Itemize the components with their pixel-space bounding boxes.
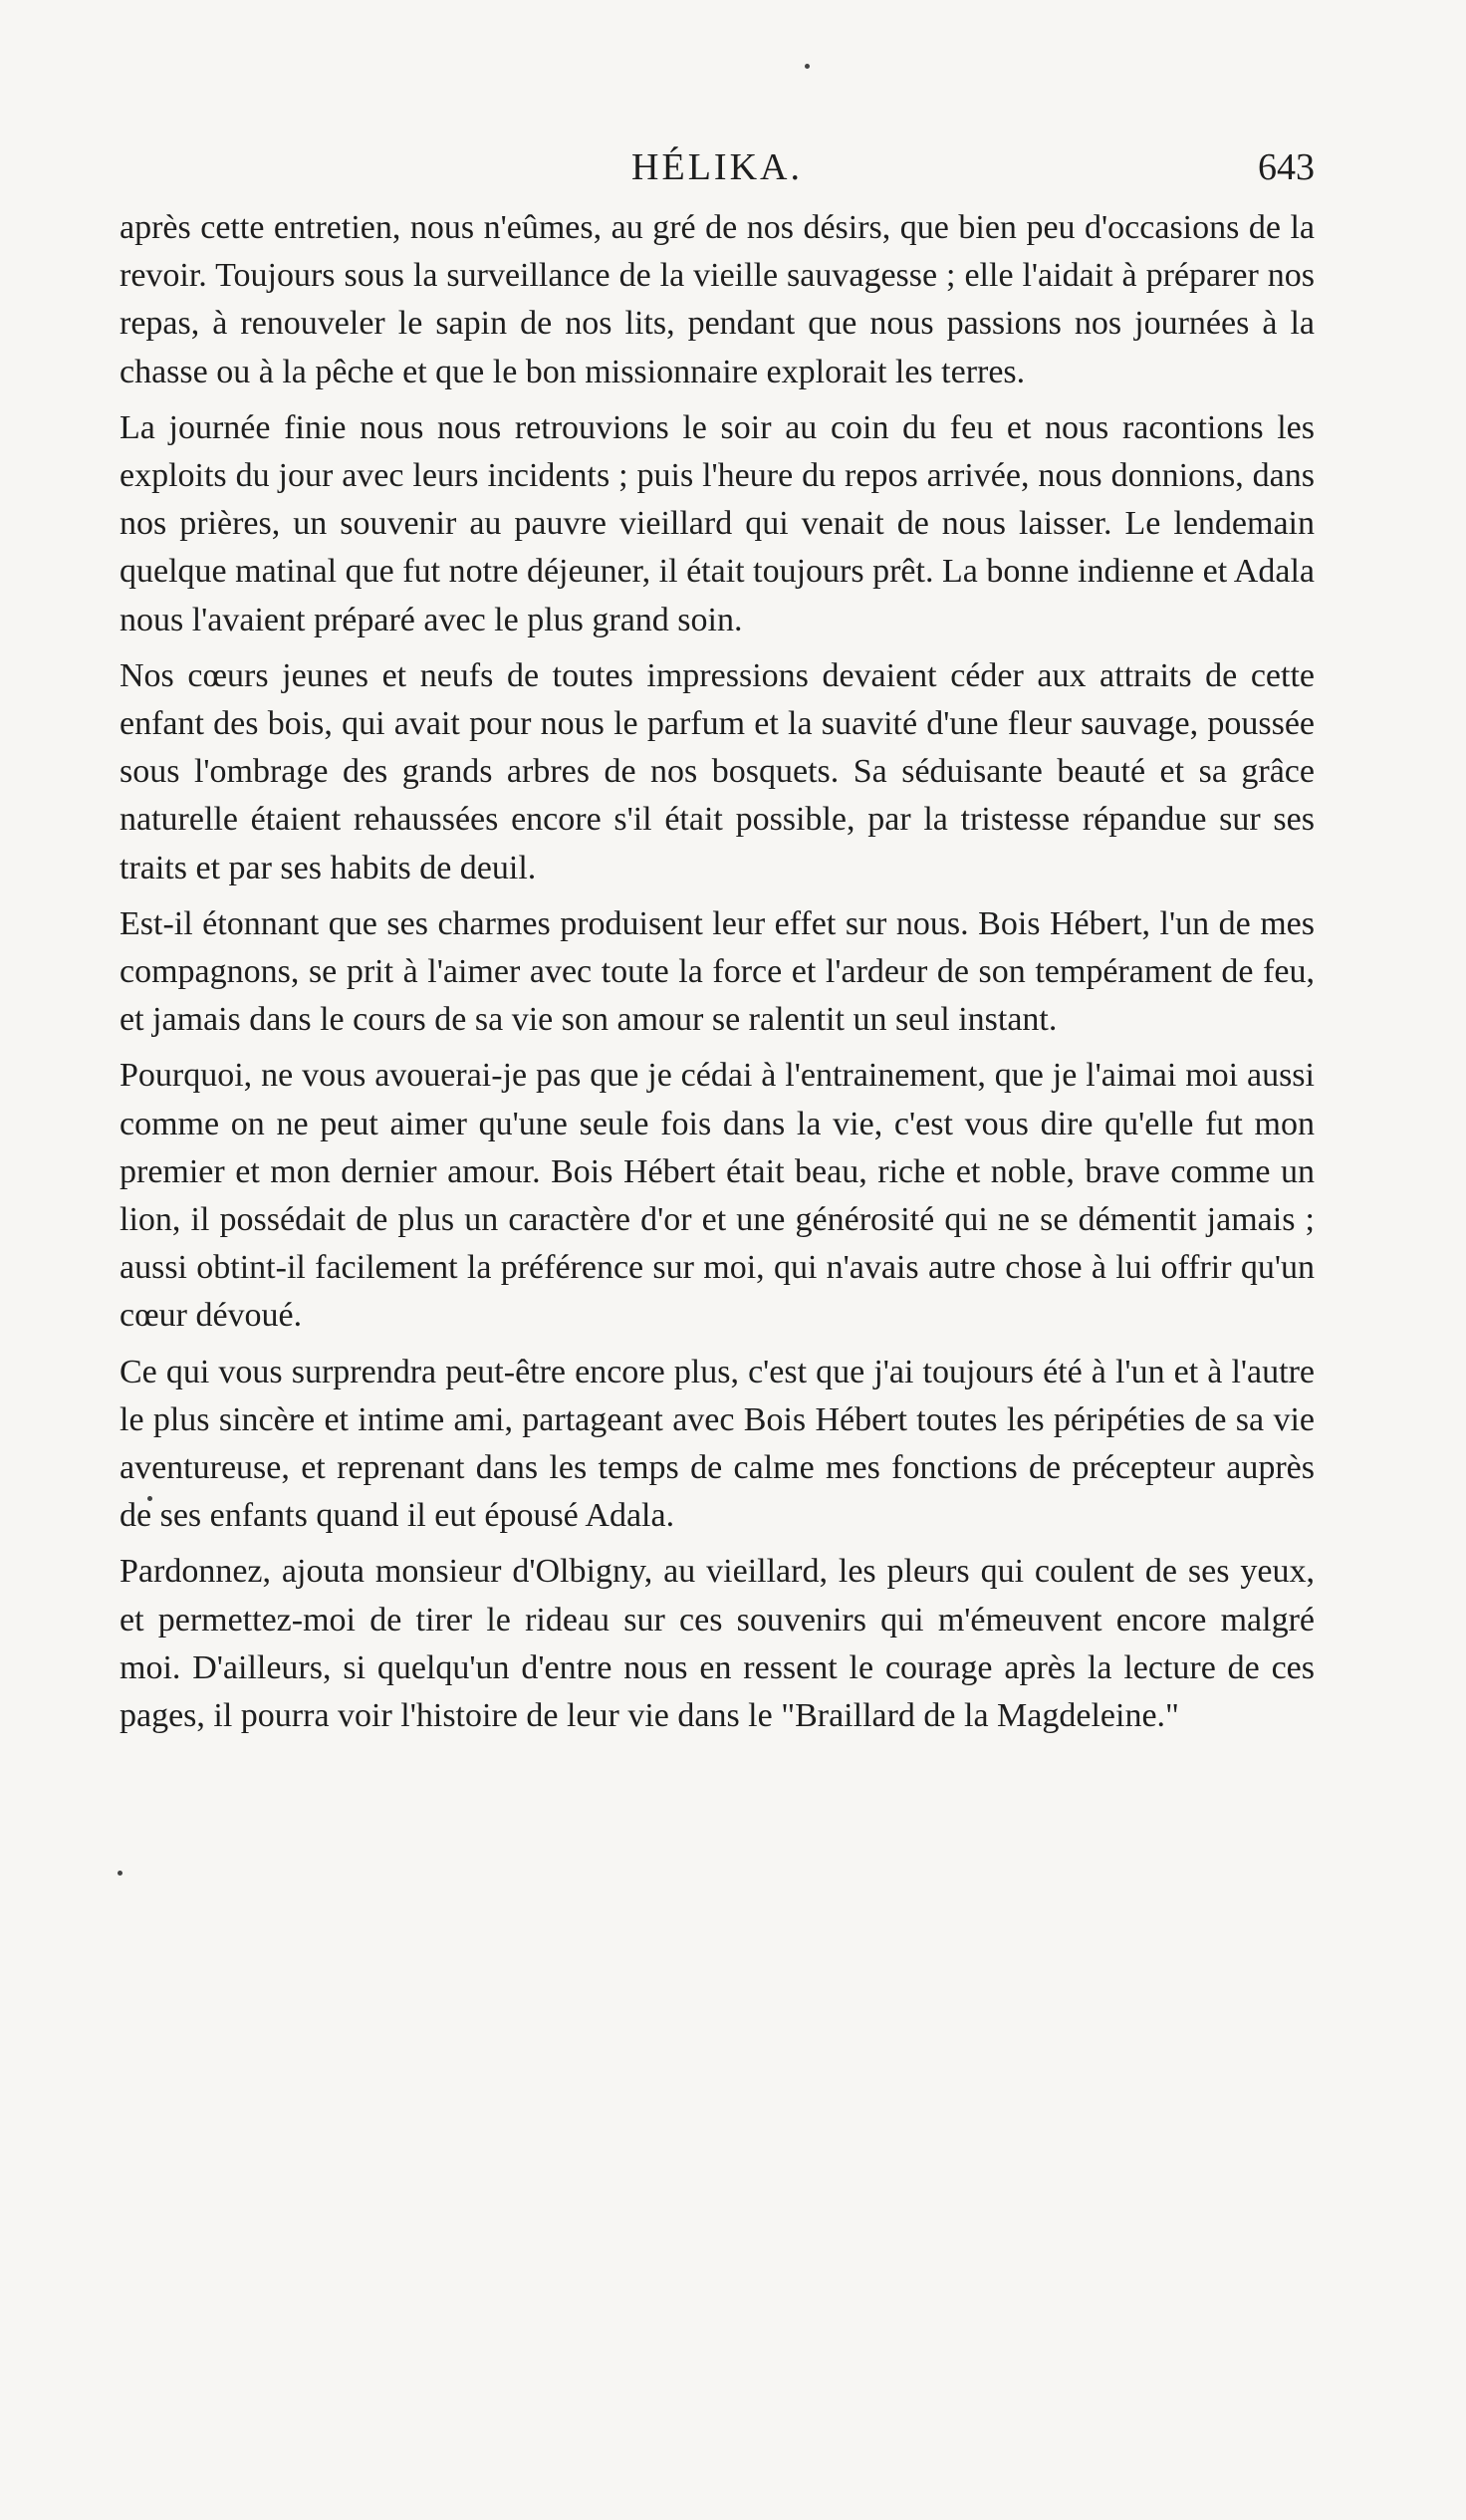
page-number: 643: [1258, 146, 1315, 188]
paragraph-1: après cette entretien, nous n'eûmes, au gré de nos désirs, que bien peu d'occasions de la revoir. Toujours sous la surveillance de la vieille sauvagesse ; elle l'aidait à préparer nos repas, à renouveler le sapin de nos lits, pendant que nous passions nos journées à la chasse ou à la pêche et que le bon missionnaire explorait les terres.: [120, 209, 1315, 390]
paragraph-6: Ce qui vous surprendra peut-être encore plus, c'est que j'ai toujours été à l'un et à l'autre le plus sincère et intime ami, partageant avec Bois Hébert toutes les péripéties de sa vie aventureuse, et reprenant dans les temps de calme mes fonctions de précepteur auprès de ses enfants quand il eut épousé Adala.: [120, 1353, 1315, 1535]
print-speck: [118, 1871, 122, 1876]
body-text: [120, 204, 1315, 1748]
print-speck: [805, 64, 810, 69]
page-header: [120, 145, 1315, 205]
paragraph-2: La journée finie nous nous retrouvions le soir au coin du feu et nous racontions les exploits du jour avec leurs incidents ; puis l'heure du repos arrivée, nous donnions, dans nos prières, un souvenir au pauvre vieillard qui venait de nous laisser. Le lendemain quelque matinal que fut notre déjeuner, il était toujours prêt. La bonne indienne et Adala nous l'avaient préparé avec le plus grand soin.: [120, 408, 1315, 638]
running-title: HÉLIKA.: [631, 146, 803, 188]
paragraph-7: Pardonnez, ajouta monsieur d'Olbigny, au vieillard, les pleurs qui coulent de ses yeux, et permettez-moi de tirer le rideau sur ces souvenirs qui m'émeuvent encore malgré moi. D'ailleurs, si quelqu'un d'entre nous en ressent le courage après la lecture de ces pages, il pourra voir l'histoire de leur vie dans le "Braillard de la Magdeleine.": [120, 1553, 1315, 1735]
paragraph-4: Est-il étonnant que ses charmes produisent leur effet sur nous. Bois Hébert, l'un de mes compagnons, se prit à l'aimer avec toute la force et l'ardeur de son tempérament de feu, et jamais dans le cours de sa vie son amour se ralentit un seul instant.: [120, 904, 1315, 1039]
paragraph-5: Pourquoi, ne vous avouerai-je pas que je cédai à l'entrainement, que je l'aimai moi aussi comme on ne peut aimer qu'une seule fois dans la vie, c'est vous dire qu'elle fut mon premier et mon dernier amour. Bois Hébert était beau, riche et noble, brave comme un lion, il possédait de plus un caractère d'or et une générosité qui ne se démentit jamais ; aussi obtint-il facilement la préférence sur moi, qui n'avais autre chose à lui offrir qu'un cœur dévoué.: [120, 1057, 1315, 1335]
paragraph-3: Nos cœurs jeunes et neufs de toutes impressions devaient céder aux attraits de cette enfant des bois, qui avait pour nous le parfum et la suavité d'une fleur sauvage, poussée sous l'ombrage des grands arbres de nos bosquets. Sa séduisante beauté et sa grâce naturelle étaient rehaussées encore s'il était possible, par la tristesse répandue sur ses traits et par ses habits de deuil.: [120, 656, 1315, 886]
